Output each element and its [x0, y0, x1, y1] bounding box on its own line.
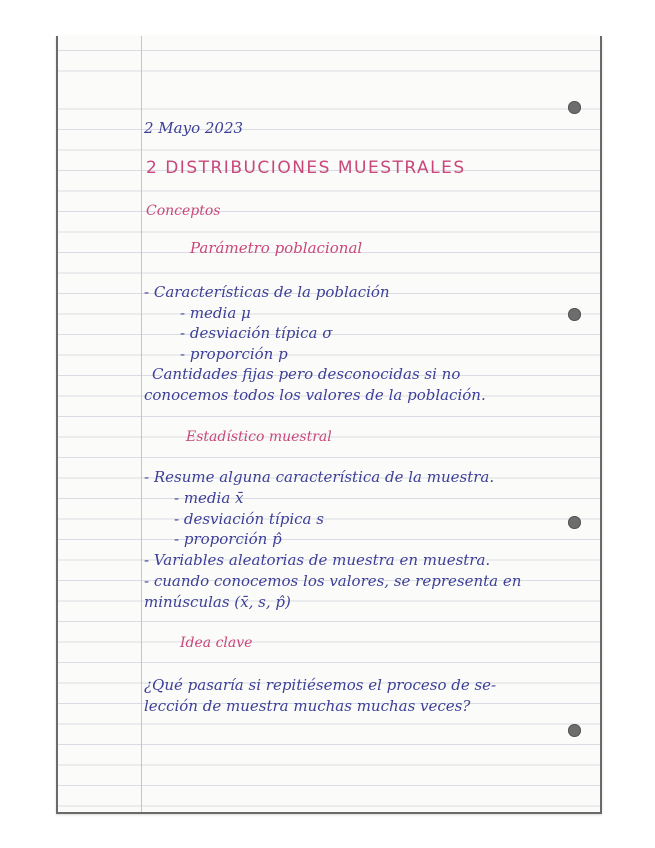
- date: 2 Mayo 2023: [144, 119, 244, 137]
- parametro-item: - desviación típica σ: [180, 324, 333, 342]
- estadistico-item: - media x̄: [174, 489, 244, 507]
- notebook-page: [56, 36, 602, 814]
- punch-hole: [568, 516, 581, 529]
- idea-line: lección de muestra muchas muchas veces?: [144, 697, 471, 715]
- estadistico-item: - proporción p̂: [174, 530, 282, 548]
- parametro-item: - media μ: [180, 304, 251, 322]
- punch-hole: [568, 101, 581, 114]
- parametro-line: conocemos todos los valores de la población.: [144, 386, 486, 404]
- estadistico-heading: Estadístico muestral: [186, 429, 332, 445]
- punch-hole: [568, 308, 581, 321]
- parametro-line: - Características de la población: [144, 283, 390, 301]
- estadistico-line: - cuando conocemos los valores, se representa en: [144, 572, 522, 590]
- estadistico-item: - desviación típica s: [174, 510, 324, 528]
- parametro-item: - proporción p: [180, 345, 288, 363]
- punch-hole: [568, 724, 581, 737]
- section-label: Conceptos: [146, 203, 221, 219]
- estadistico-line: minúsculas (x̄, s, p̂): [144, 593, 291, 611]
- page-title: 2 DISTRIBUCIONES MUESTRALES: [146, 158, 466, 178]
- idea-heading: Idea clave: [180, 635, 253, 651]
- idea-line: ¿Qué pasaría si repitiésemos el proceso de se-: [144, 676, 497, 694]
- margin-line: [141, 36, 142, 812]
- estadistico-line: - Resume alguna característica de la muestra.: [144, 468, 495, 486]
- estadistico-line: - Variables aleatorias de muestra en muestra.: [144, 551, 491, 569]
- parametro-line: Cantidades fijas pero desconocidas si no: [152, 365, 461, 383]
- parametro-heading: Parámetro poblacional: [190, 239, 363, 257]
